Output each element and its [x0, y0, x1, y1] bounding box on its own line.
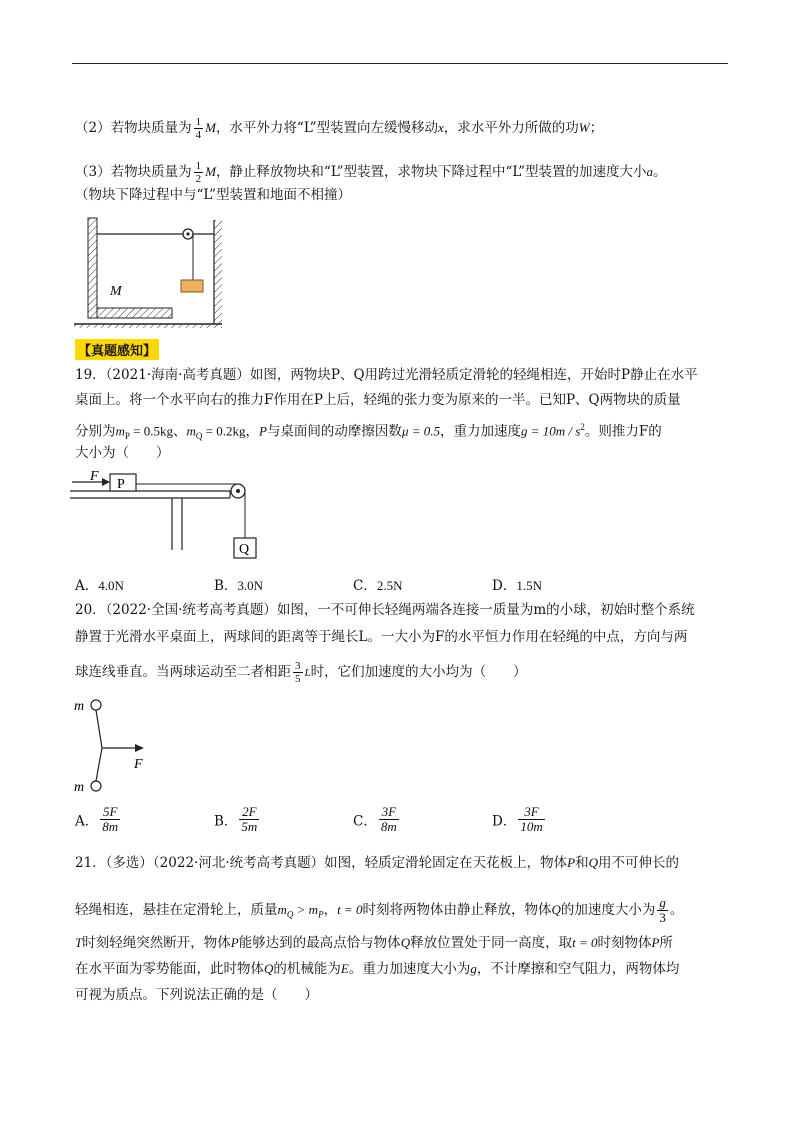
t0-expression: t = 0: [572, 935, 598, 950]
ball-bottom: [91, 781, 101, 791]
mp-subscript: P: [318, 909, 324, 920]
q21-text-2d: 的加速度大小为: [560, 902, 656, 918]
q20-option-c[interactable]: [353, 805, 401, 834]
frac-denominator: 8m: [380, 819, 397, 834]
g-symbol: g: [470, 961, 477, 976]
q21-line4: [75, 960, 679, 978]
frac-denominator: 5: [295, 673, 301, 685]
P-symbol: P: [258, 423, 267, 439]
q19-text-d: ，重力加速度: [440, 423, 521, 440]
q21-text-4d: ，不计摩擦和空气阻力，两物体均: [476, 961, 680, 977]
q21-line3: [75, 934, 673, 952]
q20-line2: 静置于光滑水平桌面上，两球间的距离等于绳长L。一大小为F的水平恒力作用在轻绳的中点，方向与两: [75, 629, 688, 645]
q21-text-3a: 时刻轻绳突然断开，物体: [82, 935, 231, 951]
q19-text-b: ，: [245, 423, 259, 440]
Q-symbol: Q: [264, 961, 274, 976]
block-P-label: P: [117, 477, 125, 492]
q19-text-c: 与桌面间的动摩擦因数: [266, 423, 402, 440]
frac-denominator: 2: [195, 173, 202, 185]
mq-symbol: m: [186, 423, 196, 439]
q18-p3-mass-symbol: M: [205, 164, 216, 179]
q18-part2: [75, 116, 603, 141]
mp-value: = 0.5kg: [129, 423, 173, 439]
option-label: A．: [75, 578, 99, 594]
g-superscript: 2: [580, 422, 585, 432]
q20-option-a[interactable]: [75, 805, 122, 834]
frac-denominator: 3: [659, 910, 666, 925]
q21-line1: [75, 854, 679, 872]
mq-subscript: Q: [286, 909, 294, 920]
mq-symbol: m: [277, 902, 287, 917]
option-value: 1.5N: [516, 578, 542, 593]
q21-line2: [75, 896, 683, 925]
mq-value: = 0.2kg: [202, 423, 246, 439]
q21-and: 和: [575, 855, 589, 871]
option-value: 4.0N: [98, 578, 124, 593]
q18-p3-fraction: [194, 160, 204, 185]
q18-p2-text-d: ；: [589, 120, 604, 136]
option-fraction: [379, 805, 399, 834]
frac-numerator: g: [659, 895, 666, 910]
option-fraction: [518, 805, 544, 834]
q20-text-b: 时，它们加速度的大小均为（ ）: [310, 664, 527, 680]
option-fraction: [239, 805, 259, 834]
option-value: 2.5N: [376, 578, 403, 593]
q19-figure: [70, 468, 270, 568]
option-label: C．: [353, 813, 377, 830]
q21-text-2c: 时刻将两物体由静止释放，物体: [362, 902, 552, 918]
q18-note: （物块下降过程中与“L”型装置和地面不相撞）: [75, 187, 352, 203]
g-over-3-fraction: [657, 896, 668, 925]
q19-line4: 大小为（ ）: [75, 445, 170, 461]
right-wall: [214, 220, 222, 324]
header-rule: [72, 63, 728, 64]
option-label: D．: [492, 813, 517, 830]
option-fraction: [100, 805, 120, 834]
q21-text-a: 21．（多选）（2022·河北·统考高考真题）如图，轻质定滑轮固定在天花板上，物体: [75, 855, 568, 871]
force-F-label: F: [90, 469, 99, 484]
q18-part3: [75, 160, 667, 185]
option-value: 3.0N: [237, 578, 264, 593]
q20-figure: [72, 696, 172, 796]
mu-value: μ = 0.5: [401, 423, 440, 439]
q20-line3: [75, 660, 527, 685]
ball-top-m-label: m: [74, 699, 85, 714]
q20-force-F-label: F: [134, 757, 143, 772]
Q-symbol: Q: [400, 935, 411, 950]
q21-text-3b: 能够达到的最高点恰与物体: [238, 935, 401, 951]
frac-numerator: 3: [295, 660, 301, 672]
hanging-block: [181, 280, 203, 292]
q20-option-b[interactable]: [214, 805, 261, 834]
frac-numerator: 5F: [102, 804, 118, 819]
frac-numerator: 3F: [524, 804, 539, 819]
mass-comparison: > m: [293, 902, 319, 917]
option-label: D．: [492, 578, 517, 594]
frac-denominator: 4: [195, 129, 202, 141]
E-symbol: E: [340, 961, 349, 976]
q18-figure: [70, 210, 230, 330]
q19-line3: [75, 418, 662, 445]
mq-subscript: Q: [195, 431, 203, 442]
q20-text-a: 球连线垂直。当两球运动至二者相距: [75, 664, 291, 680]
q18-p2-text-a: （2）若物块质量为: [75, 120, 192, 136]
q20-fraction: [293, 660, 303, 685]
block-Q-label: Q: [239, 542, 250, 557]
Q-symbol: Q: [588, 855, 598, 870]
q18-p2-text-c: ，求水平外力所做的功: [443, 120, 579, 136]
mp-subscript: P: [124, 431, 130, 442]
l-device-wall: [88, 218, 97, 318]
T-symbol: T: [75, 935, 83, 950]
frac-denominator: 8m: [102, 819, 119, 834]
q19-text-e: 。则推力F的: [584, 423, 662, 440]
q21-text-2a: 轻绳相连，悬挂在定滑轮上，质量: [75, 902, 278, 918]
q21-text-2b: ，: [323, 902, 338, 918]
Q-symbol: Q: [551, 902, 561, 917]
frac-denominator: 5m: [241, 819, 258, 834]
q21-text-3c: 释放位置处于同一高度，取: [410, 935, 573, 951]
q18-p3-text-c: 。: [653, 164, 667, 180]
q18-p2-W-symbol: W: [578, 120, 590, 135]
q18-p2-fraction: [194, 116, 204, 141]
q18-p3-a-symbol: a: [646, 164, 653, 179]
q18-p2-x-symbol: x: [437, 120, 444, 135]
q19-option-d[interactable]: [492, 574, 542, 594]
frac-denominator: 10m: [520, 819, 543, 834]
q21-text-4c: 。重力加速度大小为: [348, 961, 471, 977]
q20-option-d[interactable]: [492, 805, 547, 834]
q18-p3-text-a: （3）若物块质量为: [75, 164, 192, 180]
q19-option-a[interactable]: [75, 574, 124, 594]
option-label: B．: [214, 813, 238, 830]
ball-top: [91, 700, 101, 710]
option-label: B．: [214, 578, 238, 594]
frac-numerator: 2F: [242, 804, 257, 819]
q19-option-b[interactable]: [214, 574, 263, 594]
t0-expression: t = 0: [337, 902, 363, 917]
P-symbol: P: [651, 935, 660, 950]
q18-p2-text-b: ，水平外力将“L”型装置向左缓慢移动: [215, 120, 438, 136]
option-label: C．: [353, 578, 377, 594]
q18-fig-M-label: M: [110, 284, 122, 299]
q21-line5: 可视为质点。下列说法正确的是（ ）: [75, 987, 318, 1003]
q21-text-3d: 时刻物体: [597, 935, 652, 951]
section-tag: 【真题感知】: [75, 339, 159, 360]
l-device-base: [97, 308, 172, 318]
P-symbol: P: [230, 935, 239, 950]
option-label: A．: [75, 813, 99, 830]
L-symbol: L: [304, 667, 311, 679]
q20-line1: 20．（2022·全国·统考高考真题）如图，一不可伸长轻绳两端各连接一质量为m的小球，初始时整个系统: [75, 602, 695, 618]
g-value: g = 10m / s: [521, 423, 581, 439]
ball-bottom-m-label: m: [74, 780, 85, 795]
q18-p3-text-b: ，静止释放物块和“L”型装置，求物块下降过程中“L”型装置的加速度大小: [215, 164, 647, 180]
q19-option-c[interactable]: [353, 574, 402, 594]
mp-symbol: m: [115, 423, 125, 439]
frac-numerator: 1: [195, 160, 202, 172]
q21-text-4b: 的机械能为: [273, 961, 341, 977]
P-symbol: P: [567, 855, 576, 870]
q18-p2-mass-symbol: M: [205, 120, 216, 135]
q21-text-4a: 在水平面为零势能面，此时物体: [75, 961, 264, 977]
q21-text-3e: 所: [659, 935, 673, 951]
frac-numerator: 3F: [381, 804, 397, 819]
frac-numerator: 1: [195, 116, 202, 128]
separator: 、: [173, 423, 187, 440]
q19-line1: 19．（2021·海南·高考真题）如图，两物块P、Q用跨过光滑轻质定滑轮的轻绳相连，开始时P静止在水平: [75, 367, 698, 383]
q21-text-b: 用不可伸长的: [597, 855, 679, 871]
q19-text-a: 分别为: [75, 423, 116, 440]
q21-text-2e: 。: [669, 902, 684, 918]
q19-line2: 桌面上。将一个水平向右的推力F作用在P上后，轻绳的张力变为原来的一半。已知P、Q两物块的质量: [75, 392, 681, 408]
